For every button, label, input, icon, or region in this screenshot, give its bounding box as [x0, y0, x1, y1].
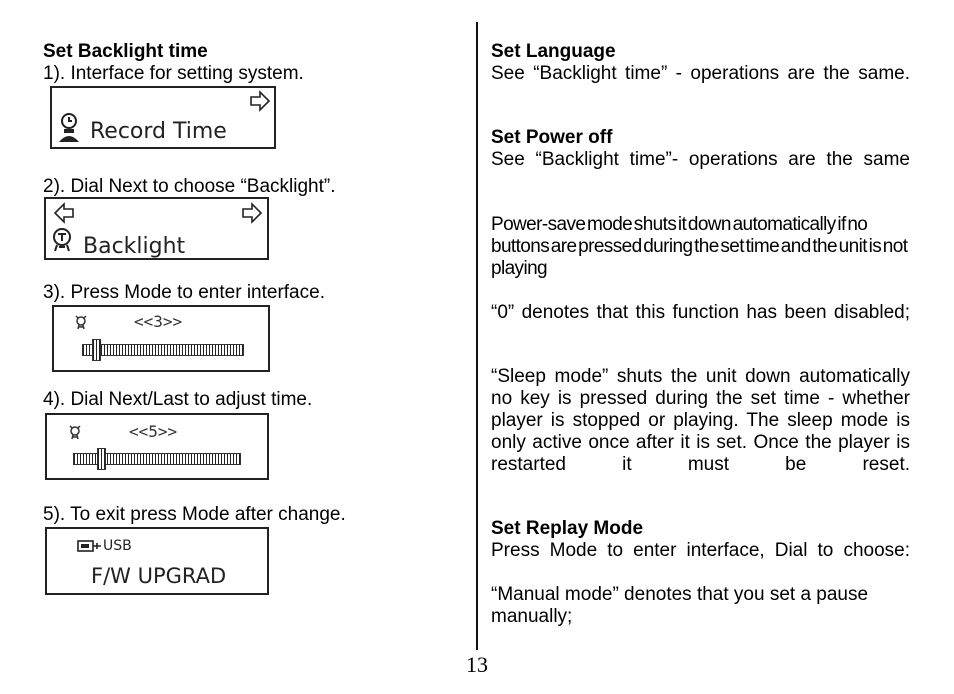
section-heading-language: Set Language [491, 41, 616, 62]
left-arrow-icon [52, 202, 76, 224]
lcd-label-record-time: Record Time [90, 119, 227, 144]
right-arrow-icon [248, 90, 272, 112]
bulb-icon [74, 315, 88, 331]
section-heading-backlight: Set Backlight time [43, 41, 208, 62]
section-heading-replay: Set Replay Mode [491, 518, 644, 539]
clock-person-icon [56, 112, 82, 144]
lcd-adjust-3 [52, 305, 270, 372]
level-slider-track [82, 344, 244, 356]
step-3: 3). Press Mode to enter interface. [43, 282, 325, 303]
manual-mode-text: “Manual mode” denotes that you set a pause manually; [491, 584, 869, 627]
level-counter: <<3>> [134, 312, 183, 331]
zero-disabled-text: “0” denotes that this function has been disabled; [491, 302, 910, 323]
power-off-text: See “Backlight time”- operations are the same [491, 149, 910, 170]
level-slider-knob [92, 339, 101, 361]
bulb-icon [68, 425, 82, 441]
section-heading-power-off: Set Power off [491, 127, 613, 148]
level-slider-knob [97, 448, 106, 470]
lcd-usb-upgrade [45, 527, 269, 595]
step-2: 2). Dial Next to choose “Backlight”. [43, 176, 336, 197]
step-5: 5). To exit press Mode after change. [43, 504, 346, 525]
sleep-mode-text: “Sleep mode” shuts the unit down automatically no key is pressed during the set time - whether player is stopped or playing. The sleep mode is only active once after it is set. Once the player is restarted it must be reset. [491, 366, 910, 475]
page-number: 13 [466, 652, 488, 677]
replay-text: Press Mode to enter interface, Dial to choose: [491, 540, 910, 561]
lcd-label-fw-upgrade: F/W UPGRAD [91, 564, 227, 588]
lcd-usb-label: USB [103, 538, 132, 554]
column-divider [476, 22, 478, 650]
lightbulb-t-icon [50, 226, 74, 254]
usb-icon [77, 539, 103, 553]
lcd-backlight [44, 197, 269, 260]
step-4: 4). Dial Next/Last to adjust time. [43, 389, 313, 410]
right-arrow-icon [240, 202, 264, 224]
language-text: See “Backlight time” - operations are the same. [491, 63, 910, 84]
lcd-label-backlight: Backlight [83, 234, 186, 259]
lcd-record-time [50, 86, 276, 149]
power-save-text: Power-save mode shuts it down automatically if no buttons are pressed during the set time and the unit is not playing [491, 214, 908, 279]
level-counter: <<5>> [129, 422, 178, 441]
step-1: 1). Interface for setting system. [43, 63, 304, 84]
lcd-adjust-5 [45, 413, 269, 480]
